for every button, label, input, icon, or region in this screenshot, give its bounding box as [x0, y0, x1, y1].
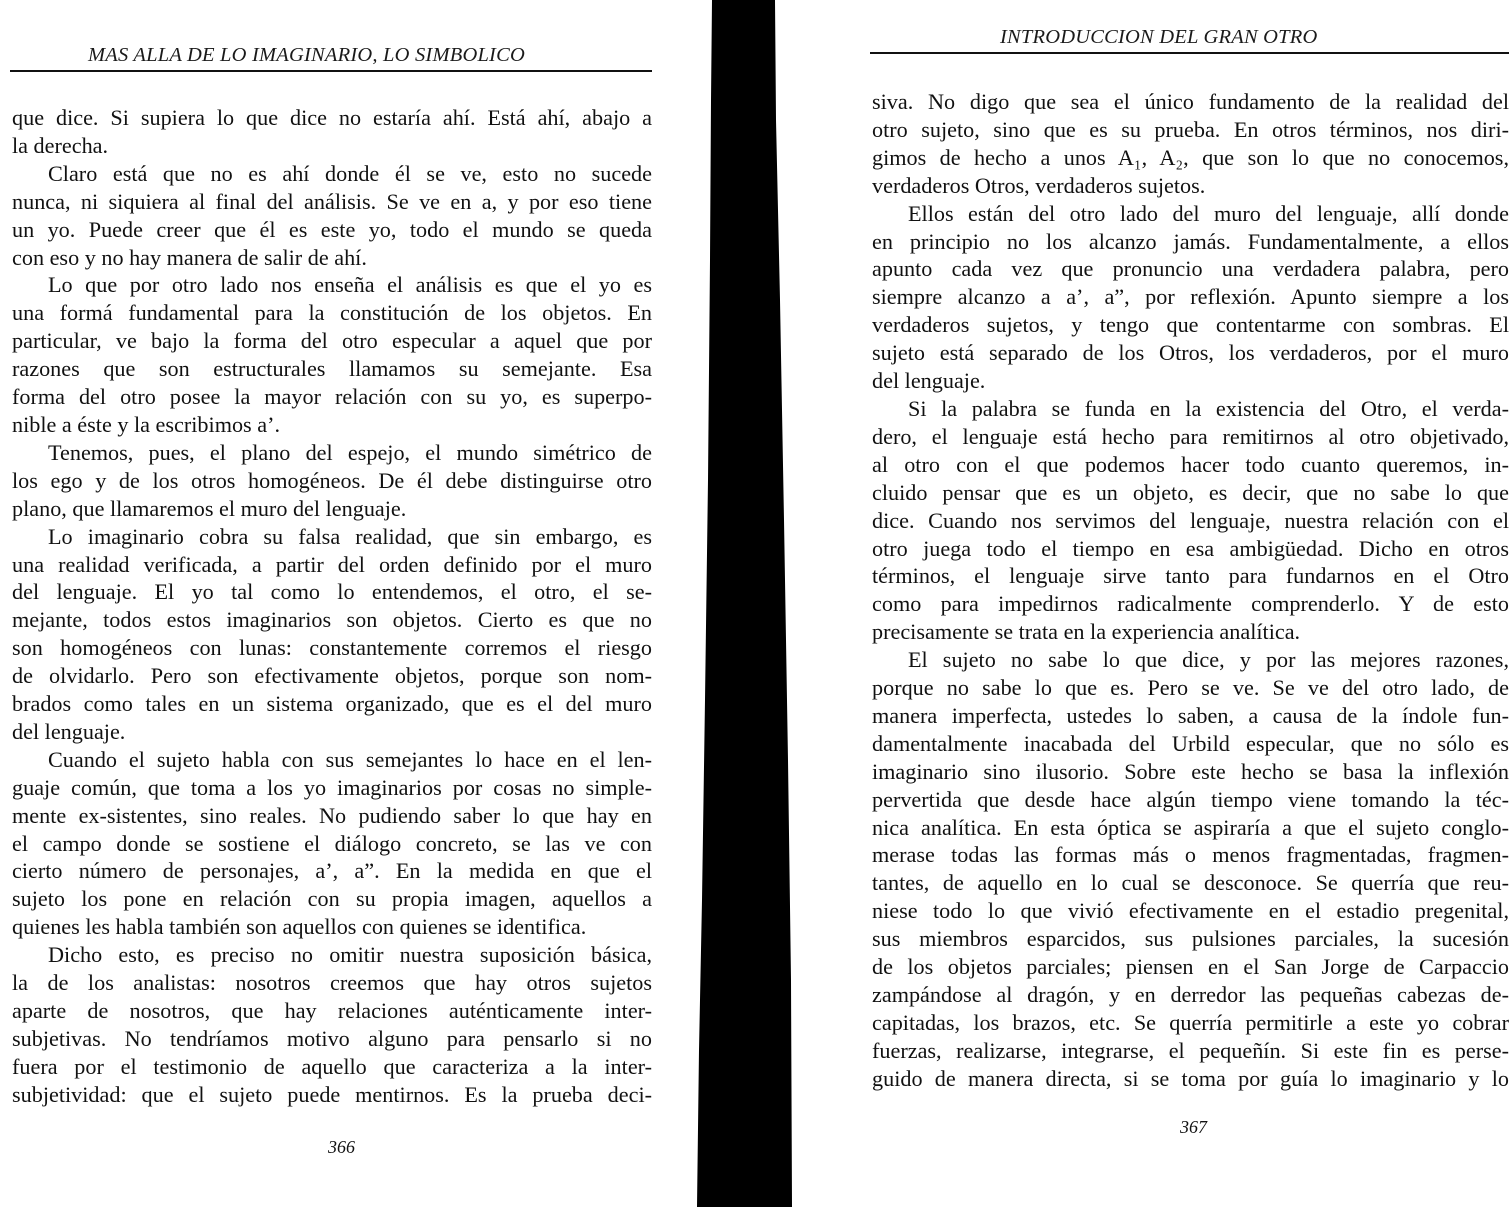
running-head-right: INTRODUCCION DEL GRAN OTRO: [1000, 26, 1318, 48]
text-line: Ellos están del otro lado del muro del lenguaje, allí donde: [908, 200, 1509, 226]
left-page: [0, 0, 660, 1207]
text-line: Lo que por otro lado nos enseña el análisis es que el yo es: [48, 272, 652, 298]
text-line: una realidad verificada, a partir del orden definido por el muro: [12, 551, 652, 577]
text-line: Claro está que no es ahí donde él se ve, esto no sucede: [48, 160, 652, 186]
text-line: como para impedirnos radicalmente comprenderlo. Y de esto: [872, 591, 1509, 617]
text-line: los ego y de los otros homogéneos. De él debe distinguirse otro: [12, 467, 652, 493]
text-line: dice. Cuando nos servimos del lenguaje, nuestra relación con el: [872, 507, 1509, 533]
text-line: otro juega todo el tiempo en esa ambigüedad. Dicho en otros: [872, 535, 1509, 561]
text-line: gimos de hecho a unos A₁, A₂, que son lo que no conocemos,: [872, 144, 1509, 170]
text-line: razones que son estructurales llamamos su semejante. Esa: [12, 356, 652, 382]
text-line: tantes, de aquello en lo cual se desconoce. Se querría que reu-: [872, 870, 1509, 896]
text-line: subjetividad: que el sujeto puede mentirnos. Es la prueba deci-: [12, 1081, 652, 1107]
text-line: mejante, todos estos imaginarios son objetos. Cierto es que no: [12, 607, 652, 633]
text-line: precisamente se trata en la experiencia analítica.: [872, 619, 1301, 645]
text-line: verdaderos Otros, verdaderos sujetos.: [872, 172, 1206, 198]
book-gutter-shadow: [696, 0, 796, 1207]
text-line: verdaderos sujetos, y tengo que contentarme con sombras. El: [872, 312, 1509, 338]
text-line: zampándose al dragón, y en derredor las pequeñas cabezas de-: [872, 982, 1509, 1007]
text-line: dero, el lenguaje está hecho para remitirnos al otro objetivado,: [872, 423, 1509, 449]
text-line: términos, el lenguaje sirve tanto para fundarnos en el Otro: [872, 563, 1509, 589]
text-line: nunca, ni siquiera al final del análisis. Se ve en a, y por eso tiene: [12, 188, 652, 214]
text-line: una formá fundamental para la constitución de los objetos. En: [12, 300, 652, 326]
text-line: subjetivas. No tendríamos motivo alguno para pensarlo si no: [12, 1025, 652, 1051]
text-line: quienes les habla también son aquellos con quienes se identifica.: [12, 914, 587, 940]
text-line: guido de manera directa, si se toma por guía lo imaginario y lo: [872, 1065, 1509, 1091]
text-line: manera imperfecta, ustedes lo saben, a causa de la índole fun-: [872, 702, 1509, 728]
header-rule-right: [870, 52, 1509, 54]
text-line: del lenguaje.: [12, 718, 126, 744]
right-page: [860, 0, 1509, 1207]
header-rule-left: [10, 70, 652, 72]
text-line: aparte de nosotros, que hay relaciones auténticamente inter-: [12, 998, 652, 1023]
text-line: nica analítica. En esta óptica se aspiraría a que el sujeto conglo-: [872, 814, 1509, 840]
text-line: otro sujeto, sino que es su prueba. En otros términos, nos diri-: [872, 116, 1509, 142]
text-line: en principio no los alcanzo jamás. Fundamentalmente, a ellos: [872, 228, 1509, 254]
running-head-left: MAS ALLA DE LO IMAGINARIO, LO SIMBOLICO: [88, 44, 525, 66]
text-line: merase todas las formas más o menos fragmentadas, fragmen-: [872, 842, 1509, 868]
text-line: de olvidarlo. Pero son efectivamente objetos, porque son nom-: [12, 663, 652, 689]
text-line: brados como tales en un sistema organizado, que es el del muro: [12, 691, 652, 717]
text-line: la derecha.: [12, 132, 109, 158]
text-line: Lo imaginario cobra su falsa realidad, que sin embargo, es: [48, 523, 652, 549]
text-line: niese todo lo que vivió efectivamente en el estadio pregenital,: [872, 898, 1509, 924]
text-line: cluido pensar que es un objeto, es decir, que no sabe lo que: [872, 479, 1509, 505]
text-line: capitadas, los brazos, etc. Se querría permitirle a este yo cobrar: [872, 1009, 1509, 1035]
text-line: forma del otro posee la mayor relación con su yo, es superpo-: [12, 384, 652, 410]
text-line: imaginario sino ilusorio. Sobre este hecho se basa la inflexión: [872, 758, 1509, 784]
text-line: cierto número de personajes, a’, a”. En la medida en que el: [12, 858, 652, 884]
text-line: apunto cada vez que pronuncio una verdadera palabra, pero: [872, 256, 1509, 282]
text-line: particular, ve bajo la forma del otro especular a aquel que por: [12, 328, 652, 354]
text-line: de los objetos parciales; piensen en el San Jorge de Carpaccio: [872, 954, 1509, 980]
text-line: son homogéneos con lunas: constantemente corremos el riesgo: [12, 635, 652, 661]
text-line: plano, que llamaremos el muro del lenguaje.: [12, 495, 407, 521]
gutter-shape: [696, 0, 796, 1207]
page-number-right: 367: [1180, 1117, 1207, 1137]
text-line: damentalmente inacabada del Urbild especular, que no sólo es: [872, 730, 1509, 756]
text-line: que dice. Si supiera lo que dice no estaría ahí. Está ahí, abajo a: [12, 105, 652, 130]
text-line: Cuando el sujeto habla con sus semejantes lo hace en el len-: [48, 746, 652, 772]
body-text-left: [12, 104, 652, 1109]
text-line: porque no sabe lo que es. Pero se ve. Se ve del otro lado, de: [872, 675, 1509, 701]
text-line: del lenguaje. El yo tal como lo entendemos, el otro, el se-: [12, 579, 652, 605]
text-line: Tenemos, pues, el plano del espejo, el mundo simétrico de: [48, 439, 652, 465]
text-line: El sujeto no sabe lo que dice, y por las mejores razones,: [908, 647, 1509, 673]
text-line: el campo donde se sostiene el diálogo concreto, se las ve con: [12, 830, 652, 856]
text-line: sujeto está separado de los Otros, los verdaderos, por el muro: [872, 340, 1509, 366]
text-line: sus miembros esparcidos, sus pulsiones parciales, la sucesión: [872, 926, 1509, 952]
text-line: nible a éste y la escribimos a’.: [12, 411, 281, 437]
body-text-right: [872, 88, 1509, 1093]
text-line: al otro con el que podemos hacer todo cuanto queremos, in-: [872, 451, 1509, 477]
text-line: Si la palabra se funda en la existencia del Otro, el verda-: [908, 395, 1509, 421]
text-line: fuerzas, realizarse, integrarse, el pequeñín. Si este fin es perse-: [872, 1037, 1509, 1063]
text-line: guaje común, que toma a los yo imaginarios por cosas no simple-: [12, 774, 652, 800]
text-line: siva. No digo que sea el único fundamento de la realidad del: [872, 89, 1509, 114]
text-line: sujeto los pone en relación con su propia imagen, aquellos a: [12, 886, 652, 912]
text-line: fuera por el testimonio de aquello que caracteriza a la inter-: [12, 1053, 652, 1079]
text-line: Dicho esto, es preciso no omitir nuestra suposición básica,: [48, 942, 652, 968]
text-line: la de los analistas: nosotros creemos que hay otros sujetos: [12, 970, 652, 996]
text-line: mente ex-sistentes, sino reales. No pudiendo saber lo que hay en: [12, 802, 652, 828]
text-line: siempre alcanzo a a’, a”, por reflexión. Apunto siempre a los: [872, 284, 1509, 310]
text-line: pervertida que desde hace algún tiempo viene tomando la téc-: [872, 786, 1509, 812]
text-line: con eso y no hay manera de salir de ahí.: [12, 244, 367, 270]
text-line: del lenguaje.: [872, 368, 986, 394]
page-number-left: 366: [328, 1137, 355, 1157]
text-line: un yo. Puede creer que él es este yo, todo el mundo se queda: [12, 216, 652, 242]
